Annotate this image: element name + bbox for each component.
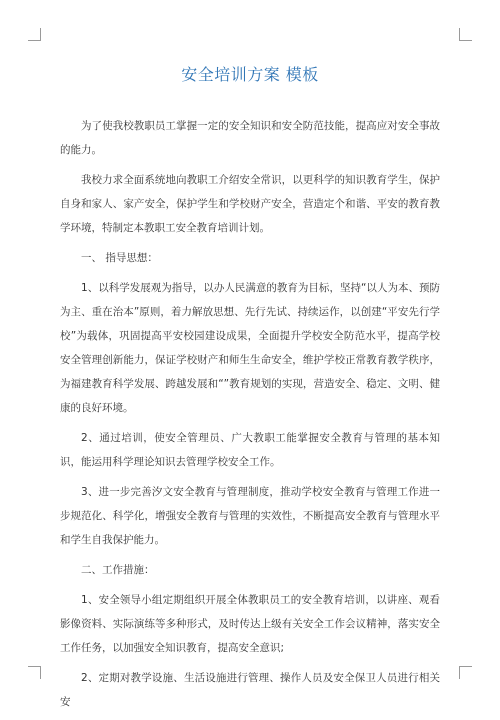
paragraph-guiding-1: 1、以科学发展观为指导，以办人民满意的教育为目标，坚持“以人为本、预防为主、重在治本”原则，着力解放思想、先行先试、持续运作，以创建“平安先行学校”为载体，巩固提高平安校园建设成果，全面提升学校安全防范水平，提高学校安全管理创新能力，保证学校财产和师生生命安全，维护学校正常教育教学秩序，为福建教育科学发展、跨越发展和“”教育规划的实现，营造安全、稳定、文明、健康的良好环境。 bbox=[60, 282, 440, 414]
paragraph-measure-1: 1、安全领导小组定期组织开展全体教职员工的安全教育培训，以讲座、观看影像资料、实际演练等多种形式，及时传达上级有关安全工作会议精神，落实安全工作任务，以加强安全知识教育，提高安全意识; bbox=[60, 594, 440, 654]
crop-mark-top-right bbox=[459, 28, 472, 41]
document-body bbox=[60, 114, 440, 720]
paragraph-purpose: 我校力求全面系统地向教职工介绍安全常识，以更科学的知识教育学生，保护自身和家人、家产安全，保护学生和学校财产安全，营造定个和谐、平安的教育教学环境，特制定本教职工安全教育培训计划。 bbox=[60, 174, 440, 234]
paragraph-measure-2: 2、定期对教学设施、生活设施进行管理、操作人员及安全保卫人员进行相关安 bbox=[60, 672, 440, 708]
paragraph-intro: 为了使我校教职员工掌握一定的安全知识和安全防范技能，提高应对安全事故的能力。 bbox=[60, 120, 440, 156]
crop-mark-bottom-left bbox=[28, 666, 41, 679]
document-title: 安全培训方案 模板 bbox=[181, 65, 319, 84]
paragraph-guiding-2: 2、通过培训，使安全管理员、广大教职工能掌握安全教育与管理的基本知识，能运用科学理论知识去管理学校安全工作。 bbox=[60, 432, 440, 468]
crop-mark-top-left bbox=[28, 28, 41, 41]
section-heading-work-measures: 二、工作措施： bbox=[81, 564, 155, 576]
section-heading-guiding-ideology: 一、 指导思想： bbox=[81, 252, 158, 264]
paragraph-guiding-3: 3、进一步完善汐文安全教育与管理制度，推动学校安全教育与管理工作进一步规范化、科学化，增强安全教育与管理的实效性，不断提高安全教育与管理水平和学生自我保护能力。 bbox=[60, 486, 440, 546]
crop-mark-bottom-right bbox=[459, 666, 472, 679]
